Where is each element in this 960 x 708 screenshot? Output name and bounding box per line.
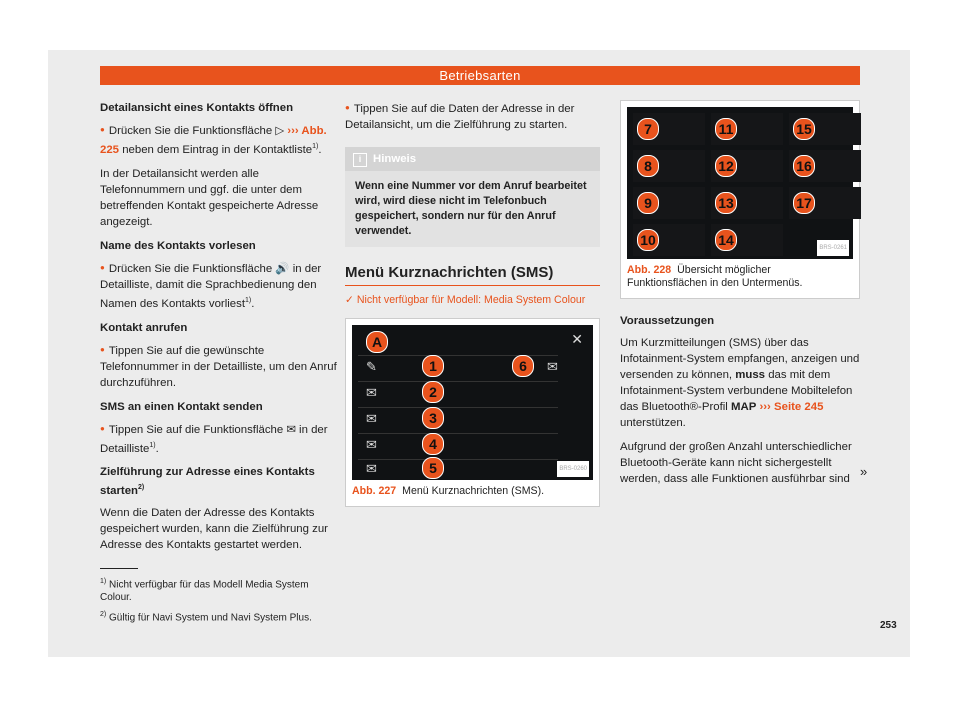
footnote-rule bbox=[100, 568, 138, 569]
function-tile bbox=[633, 224, 705, 256]
fig-link[interactable]: ››› Abb. 225 bbox=[100, 125, 327, 156]
text: unterstützen. bbox=[620, 417, 686, 429]
footnote-mark: 1) bbox=[100, 578, 107, 585]
page-number: 253 bbox=[880, 620, 897, 631]
hint-body: Wenn eine Nummer vor dem Anruf bearbeitet wird, wird diese nicht im Telefonbuch gespeichert, sondern nur für den Anruf verwendet. bbox=[355, 180, 587, 237]
bullet-text: neben dem Eintrag in der Kontaktliste bbox=[122, 143, 313, 156]
divider bbox=[358, 407, 558, 408]
callout-badge: 3 bbox=[422, 407, 444, 429]
heading-send-sms: SMS an einen Kontakt senden bbox=[100, 400, 263, 413]
sms-menu-screen bbox=[352, 325, 593, 480]
heading-requirements: Voraussetzungen bbox=[620, 315, 715, 327]
footnote-ref: 1) bbox=[149, 441, 156, 449]
callout-badge: 13 bbox=[715, 192, 737, 214]
function-tile bbox=[633, 113, 705, 145]
function-tile bbox=[789, 113, 861, 145]
figure-228 bbox=[620, 100, 860, 299]
paragraph-navigation: Wenn die Daten der Adresse des Kontakts gespeichert wurden, kann die Zielführung zur Adresse des Kontakts gestartet werden. bbox=[100, 507, 328, 552]
figure-caption bbox=[627, 264, 853, 290]
column-middle bbox=[345, 100, 600, 507]
close-icon: ✕ bbox=[571, 331, 583, 347]
sent-icon: ✉ bbox=[366, 437, 377, 452]
function-tile bbox=[789, 150, 861, 182]
continue-marker: » bbox=[860, 464, 868, 479]
footnote-2 bbox=[100, 608, 340, 624]
heading-text: Zielführung zur Adresse eines Kontakts starten bbox=[100, 466, 315, 498]
figure-227 bbox=[345, 318, 600, 507]
figure-number: Abb. 227 bbox=[352, 485, 397, 497]
hint-title: Hinweis bbox=[373, 153, 417, 165]
callout-badge: 4 bbox=[422, 433, 444, 455]
footnote-ref: 2) bbox=[137, 484, 145, 492]
callout-badge: 15 bbox=[793, 118, 815, 140]
bullet-text: Tippen Sie auf die Funktionsfläche ✉ in der Detailliste bbox=[100, 423, 328, 455]
text: MAP bbox=[730, 401, 757, 413]
function-tile bbox=[711, 224, 783, 256]
function-tile bbox=[789, 187, 861, 219]
section-title: Menü Kurznachrichten (SMS) bbox=[345, 265, 600, 286]
callout-badge: 7 bbox=[637, 118, 659, 140]
hint-box bbox=[345, 147, 600, 247]
text: muss bbox=[735, 369, 766, 381]
footnote-ref: 1) bbox=[312, 143, 319, 150]
footnote-mark: 2) bbox=[100, 611, 107, 619]
heading-call-contact: Kontakt anrufen bbox=[100, 321, 188, 334]
divider bbox=[358, 459, 558, 460]
callout-badge: 8 bbox=[637, 155, 659, 177]
page-link[interactable]: ››› Seite 245 bbox=[759, 401, 824, 413]
column-left bbox=[100, 100, 340, 561]
figure-caption bbox=[352, 485, 593, 498]
column-right bbox=[620, 100, 860, 495]
callout-badge: 9 bbox=[637, 192, 659, 214]
divider bbox=[358, 433, 558, 434]
bullet-open-contact: ● Drücken Sie die Funktionsfläche ▷ ››› Abb. 225 neben dem Eintrag in der Kontaktliste$^{1)}$. bbox=[100, 122, 340, 158]
function-tile bbox=[711, 187, 783, 219]
availability-note: ✓ Nicht verfügbar für Modell: Media System Colour bbox=[345, 294, 586, 306]
bullet-read-name: ● Drücken Sie die Funktionsfläche 🔊 in der Detailliste, damit die Sprachbedienung den Namen des Kontakts vorliest$^{1)}$. bbox=[100, 260, 340, 312]
bullet-text: Drücken Sie die Funktionsfläche 🔊 in der Detailliste, damit die Sprachbedienung den Namen des Kontakts vorliest bbox=[100, 262, 322, 310]
template-icon: ✉ bbox=[547, 359, 558, 374]
footnote-text: Nicht verfügbar für das Modell Media System Colour. bbox=[100, 579, 309, 604]
paragraph-requirements bbox=[620, 335, 860, 431]
callout-badge: 10 bbox=[637, 229, 659, 251]
callout-badge: 14 bbox=[715, 229, 737, 251]
callout-badge: 11 bbox=[715, 118, 737, 140]
bullet-text: Drücken Sie die Funktionsfläche ▷ bbox=[108, 125, 285, 137]
caption-text: Übersicht möglicher Funktionsflächen in den Untermenüs. bbox=[627, 264, 803, 289]
function-tile bbox=[711, 150, 783, 182]
callout-badge: A bbox=[366, 331, 388, 353]
heading-read-name: Name des Kontakts vorlesen bbox=[100, 239, 256, 252]
footnotes bbox=[100, 568, 340, 629]
heading-navigation bbox=[100, 464, 340, 499]
callout-badge: 2 bbox=[422, 381, 444, 403]
page-header: Betriebsarten bbox=[100, 66, 860, 85]
footnote-text: Gültig für Navi System und Navi System Plus. bbox=[109, 612, 312, 624]
bullet-call: ● Tippen Sie auf die gewünschte Telefonnummer in der Detailliste, um den Anruf durchzuführen. bbox=[100, 342, 340, 391]
heading-open-contact: Detailansicht eines Kontakts öffnen bbox=[100, 102, 294, 114]
function-tile bbox=[711, 113, 783, 145]
function-tile bbox=[633, 150, 705, 182]
figure-code: BRS-0260 bbox=[557, 461, 589, 477]
callout-badge: 1 bbox=[422, 355, 444, 377]
bullet-send-sms: ● Tippen Sie auf die Funktionsfläche ✉ in der Detailliste$^{1)}$. bbox=[100, 421, 340, 457]
callout-badge: 16 bbox=[793, 155, 815, 177]
drafts-icon: ✉ bbox=[366, 461, 377, 476]
text: das mit dem Infotainment-System verbundene Mobiltelefon das Bluetooth®-Profil bbox=[620, 369, 853, 413]
footnote-ref: 1) bbox=[244, 296, 252, 304]
info-icon: i bbox=[353, 153, 367, 167]
footnote-1 bbox=[100, 575, 340, 604]
unread-icon: ✉ bbox=[366, 411, 377, 426]
function-tile bbox=[633, 187, 705, 219]
divider bbox=[358, 381, 558, 382]
inbox-icon: ✉ bbox=[366, 385, 377, 400]
figure-number: Abb. 228 bbox=[627, 264, 672, 276]
callout-badge: 6 bbox=[512, 355, 534, 377]
hint-header bbox=[345, 147, 600, 171]
function-overview-screen bbox=[627, 107, 853, 259]
paragraph-detail: In der Detailansicht werden alle Telefonnummern und ggf. die unter dem betreffenden Kontakt gespeicherte Adresse angezeigt. bbox=[100, 167, 319, 228]
paragraph-devices: Aufgrund der großen Anzahl unterschiedlicher Bluetooth-Geräte kann nicht sichergestellt werden, dass alle Funktionen ausführbar sind bbox=[620, 441, 852, 485]
figure-code: BRS-0261 bbox=[817, 240, 849, 256]
callout-badge: 12 bbox=[715, 155, 737, 177]
callout-badge: 5 bbox=[422, 457, 444, 479]
text: Um Kurzmitteilungen (SMS) über das Infotainment-System empfangen, anzeigen und versenden zu können, bbox=[620, 337, 860, 381]
new-message-icon: ✎ bbox=[366, 359, 377, 374]
callout-badge: 17 bbox=[793, 192, 815, 214]
caption-text: Menü Kurznachrichten (SMS). bbox=[402, 485, 545, 497]
bullet-start-navigation: ● Tippen Sie auf die Daten der Adresse in der Detailansicht, um die Zielführung zu starten. bbox=[345, 100, 600, 133]
